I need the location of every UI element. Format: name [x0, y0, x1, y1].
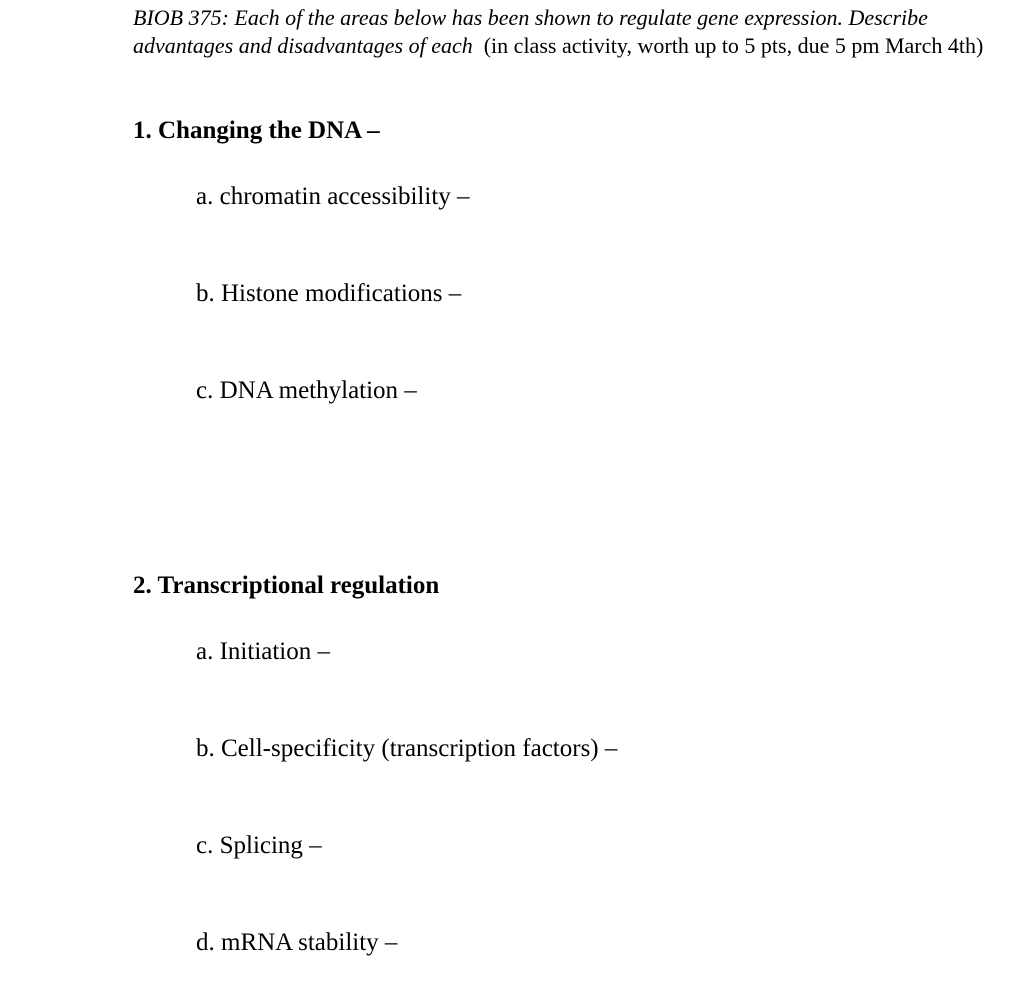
- section-2-item-a: a. Initiation –: [196, 638, 330, 665]
- section-1-item-b: b. Histone modifications –: [196, 280, 462, 307]
- section-2-item-b: b. Cell-specificity (transcription factors) –: [196, 735, 618, 762]
- section-2-heading: 2. Transcriptional regulation: [133, 572, 440, 599]
- assignment-header: [133, 4, 993, 60]
- section-1-item-c: c. DNA methylation –: [196, 377, 417, 404]
- header-line-2-rest: (in class activity, worth up to 5 pts, due 5 pm March 4th): [472, 33, 984, 58]
- section-1-heading: 1. Changing the DNA –: [133, 117, 380, 144]
- section-2-item-c: c. Splicing –: [196, 832, 322, 859]
- header-line-2-italic: advantages and disadvantages of each: [133, 33, 473, 58]
- section-2-item-d: d. mRNA stability –: [196, 929, 398, 956]
- header-line-1: BIOB 375: Each of the areas below has been shown to regulate gene expression. Describe: [133, 5, 928, 30]
- header-line-2: [133, 32, 993, 60]
- section-1-item-a: a. chromatin accessibility –: [196, 183, 470, 210]
